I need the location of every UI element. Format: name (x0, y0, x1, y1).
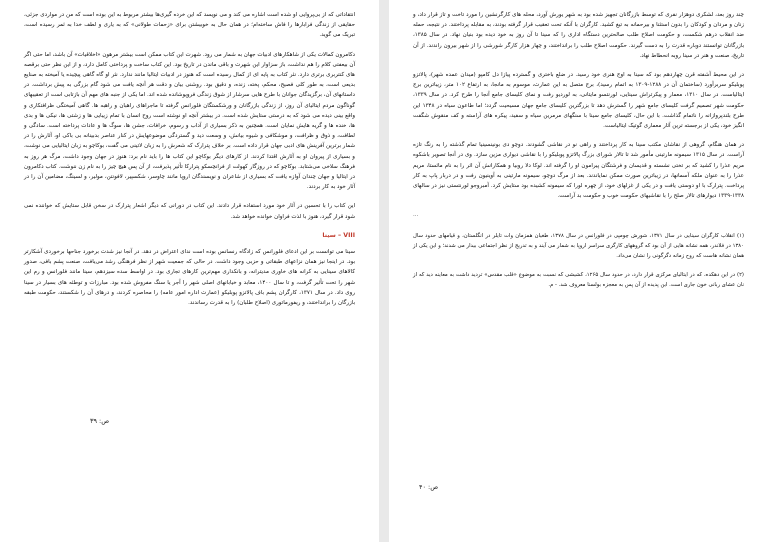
footnote: (۲) در این دهکده، که در ایتالیای مرکزی قرار دارد، در حدود سال ۱۲۶۵، کشیشی که نسبت به موضوع «قلب مقدس» تردید داشت به معاینه دید که از نان عشای ربانی خون جاری است. این پدیده از آن پس به معجزه بولسنا معروف شد. - م. (413, 272, 744, 289)
footnote-separator: ... (413, 212, 419, 219)
paragraph: این کتاب را با تحسین در آثار خود مورد استفاده قرار دادند. این کتاب در دورانی که دیگر اشعار پترارک در سخن قابل ستایش که خواننده نمی شود قرار گیرد، هنوز با لذت فراوان خوانده خواهد شد. (24, 203, 355, 220)
paragraph: در همان هنگام، گروهی از نقاشان مکتب سینا به کار پرداختند و راهی نو در نقاشی گشودند. دوچو دی بونینسینیا تمام گذشته را به رنگ تازه آراست. در سال ۱۳۱۵ سیمونه مارتینی مأمور شد تا تالار شورای بزرگ پالاتزو پوبلیکو را با نقاشی دیواری مزین سازد. وی در آنجا تصویر باشکوه مریم عذرا را کشید که بر تختی نشسته و قدیسان و فرشتگان پیرامون او را گرفته اند. لوکا دلا روبیا و همکارانش آن اثر را به نام مائستا، مریم عذرا را به عنوان ملکه آسمانها، در زیباترین صورت ممکن نمایاندند. بعد از مرگ دوچو، سیمونه مارتینی به آوینیون رفت و در دربار پاپ به کار پرداخت. پترارک با او دوستی یافت و در یکی از غزلهای خود، از چهره لورا که سیمونه کشیده بود ستایش کرد. آمبروجو لورنتستی نیز در سالهای ۱۳۳۸-۱۳۳۹ دیوارهای تالار صلح را با نقاشیهای حکومت خوب و حکومت بد آراست. (413, 142, 744, 200)
paragraph: چند روز بعد، لشکری دوهزار نفری که توسط بازرگانان تجهیز شده بود به شهر یورش آورد، محله های کارگرنشین را مورد تاخت و تاز قرار داد، و زنان و مردان و کودکان را بدون استثنا و بیرحمانه به تیغ کشید. کارگران با آنکه تحت تعقیب قرار گرفته بودند، به مقابله پرداختند. در نتیجه، حمله ضد انقلاب درهم شکست، و حکومت اصلاح طلب صالحترین دستگاه اداری را که سینا تا آن روز به خود دیده بود بنیان نهاد. در سال ۱۳۸۵، بازرگانان توانستند دوباره قدرت را به دست گیرند. حکومت اصلاح طلب را برانداختند، و چهار هزار کارگر شورشی را از شهر بیرون راندند. از آن تاریخ، صنعت و هنر در سینا روبه انحطاط نهاد. (413, 12, 744, 59)
section-heading: VIII – سینا (322, 231, 355, 239)
footnote: (۱) انقلاب کارگران سینایی در سال ۱۳۷۱، شورش چومپی در فلورانس در سال ۱۳۷۸، طغیان همزمان وات تایلر در انگلستان، و قیامهای حدود سال ۱۳۸۰ در فلاندر، همه نشانه هایی از آن بود که گروههای کارگری سراسر اروپا به شمار می آیند و به تدریج از نظر اجتماعی بیدار می شدند؛ و این یکی از همان نشانه هاست که روح زمانه دگرگونی را نشان می‌داد. (413, 232, 745, 260)
left-page (0, 0, 379, 542)
paragraph: سینا می توانست بر این ادعای فلورانس که زادگاه رنسانس بوده است ندای اعتراض در دهد. در آنجا نیز شدت برخورد جناحها برخوردی آشکارتر بود. در اینجا نیز همان نزاعهای طبقاتی و حزبی وجود داشت. در حالی که جمعیت شهر از نظر فرهنگی رشد می‌یافت، صنعت پشم بافی، صدور کالاهای سینایی به کرانه های خاوری مدیترانه، و بانکداری مهم‌ترین کارهای تجاری بود. در اواسط سده سیزدهم، سینا مانند فلورانس و رم این شهر را تحت تأثیر گرفت، و تا سال ۱۴۰۰، معابد و خیابانهای اصلی شهر را آجر یا سنگ مفروش شده بود. مبارزات و توطئه های بسیار در سینا روی داد. در سال ۱۳۷۱، کارگران پشم باف پالاتزو پوبلیکو (عمارت اداره امور عامه) را محاصره کردند، و درهای آن را شکستند، حکومت طبقه بازرگان را برانداختند، و ریفورماتوری (اصلاح طلبان) را به قدرت رساندند. (24, 249, 355, 307)
page-number: ص: ۴۰ (419, 483, 439, 491)
right-page (389, 0, 768, 542)
page-number: ص: ۳۹ (90, 417, 110, 425)
paragraph: انتقاداتی که از بی‌پروایی او شده است اشاره می کند و می نویسد که این خرده گیری‌ها بیشتر مربوط به این بوده است که من در مواردی جزئی، حقایقی از زندگی فرابارها را فاش ساخته‌ام؛ در همان حال به خوبیشتن برای «زحمات طولانی» که به یاری و لطف خدا به ثمر رسیده است، تبریک می گوید. (24, 12, 355, 39)
paragraph: دکامرون کمالات یکی از شاهکارهای ادبیات جهان به شمار می رود. شهرت این کتاب ممکن است بیشتر مرهون «اخلاقیات» آن باشد، اما حتی اگر آن بیعفتی کلام را هم نداشت، باز سزاوار این شهرت و باقی ماندن در تاریخ بود. این کتاب ساخت و پرداختی کامل دارد، و از این نظر حتی برقصه های کنتربری برتری دارد. نثر کتاب به پایه ای از کمال رسیده است که هنوز در ادبیات ایتالیا مانند ندارد. نثر او گاه گاهی پیچیده یا آمیخته به صنایع بدیعی است، به طور کلی فصیح، محکم، پخته، زنده، و دقیق بود. روشنی بیان و دقت هر آنچه یافت می شود گام بزرگی به پیش برداشت. در داستانهای آن، برگزیدگان جوانان با طرح هایی سرشار از شوق زندگی فروپوشانده شده اند. اما یکی از جنبه های مهم آن بازتابی است از تعقیبهای گوناگون مردم ایتالیای آن روز، از زندگی بازرگانان و ورشکستگان فلورانس گرفته تا ماجراهای راهبان و راهبه ها. گاهی آمیختگی ظرافتکاری و واقع بینی دیده می شود که به درستی ستایش شده است. در بیشتر آنچه او نوشته است روح انسان با تمام زیبایی ها و زشتی ها، نیکی ها و بدی ها، خنده ها و گریه هایش نمایان است. همچنین به ذکر بسیاری از آداب و رسوم، خرافات، جشن ها، سوگ ها و عادات پرداخته است. سادگی و لطافت، و ذوق و ظرافت، و موشکافی و شیوه بیانش، و وسعت دید و گستردگی موضوعهایش در کنار عناصر بدبینانه بی باکی او، آثارش را در شمار برترین آفرینش های ادبی جهان قرار داده است. بر خلاف پترارک که شعرش را به زبان لاتینی می گفت، بوکاچو به زبان ایتالیایی می نوشت، و بسیاری از پیروان او به آثارش اقتدا کردند. از کارهای دیگر بوکاچو این کتاب ها را باید نام برد: هنوز در جهان وجود داشت، مرگ هر روز به فرهنگ سلاخی می‌شتابد. بوکاچو که در روزگار کهولت از فرانچسکو پترارکا تأثیر پذیرفت، از آن پس هیچ چیز را به نام زن ننوشت. کتاب دکامرون در ایتالیا و جهان چندان آوازه یافت که بسیاری از شاعران و نویسندگان اروپا مانند چاوسر، شکسپیر، لافونتن، مولیر، و لسینگ، مضامین آن را در آثار خود به کار بردند. (24, 51, 355, 191)
paragraph: در این محیط آشفته قرن چهاردهم بود که سینا به اوج هنری خود رسید. در ضلع باختری و گسترده پیازا دل کامپو (میدان عمده شهر)، پالاتزو پوبلیکو سربرآورد (ساختمان آن در ۱۲۸۸-۱۳۰۹ به اتمام رسید)، برج متصل به این عمارت، موسوم به مانجا، به ارتفاع ۱۰۲ متر، زیباترین برج ایتالیاست. در سال ۱۳۱۰، معمار و پیکرتراش سینایی، لورنتسو مایتانی، به لوردیو رفت و نمای کلیسای جامع آنجا را طرح کرد. در سال ۱۳۳۹، حکومت شهر تصمیم گرفت کلیسای جامع شهر را گسترش دهد تا بزرگترین کلیسای جامع جهان مسیحیت گردد؛ اما طاعون سیاه در ۱۳۴۸ این طرح بلندپروازانه را ناتمام گذاشت. با این حال، کلیسای جامع سینا با سنگهای مرمرین سیاه و سفید، پیکره های آراسته و کف منقوش شگفت انگیز خود، یکی از برجسته ترین آثار معماری گوتیک ایتالیاست. (413, 72, 744, 130)
